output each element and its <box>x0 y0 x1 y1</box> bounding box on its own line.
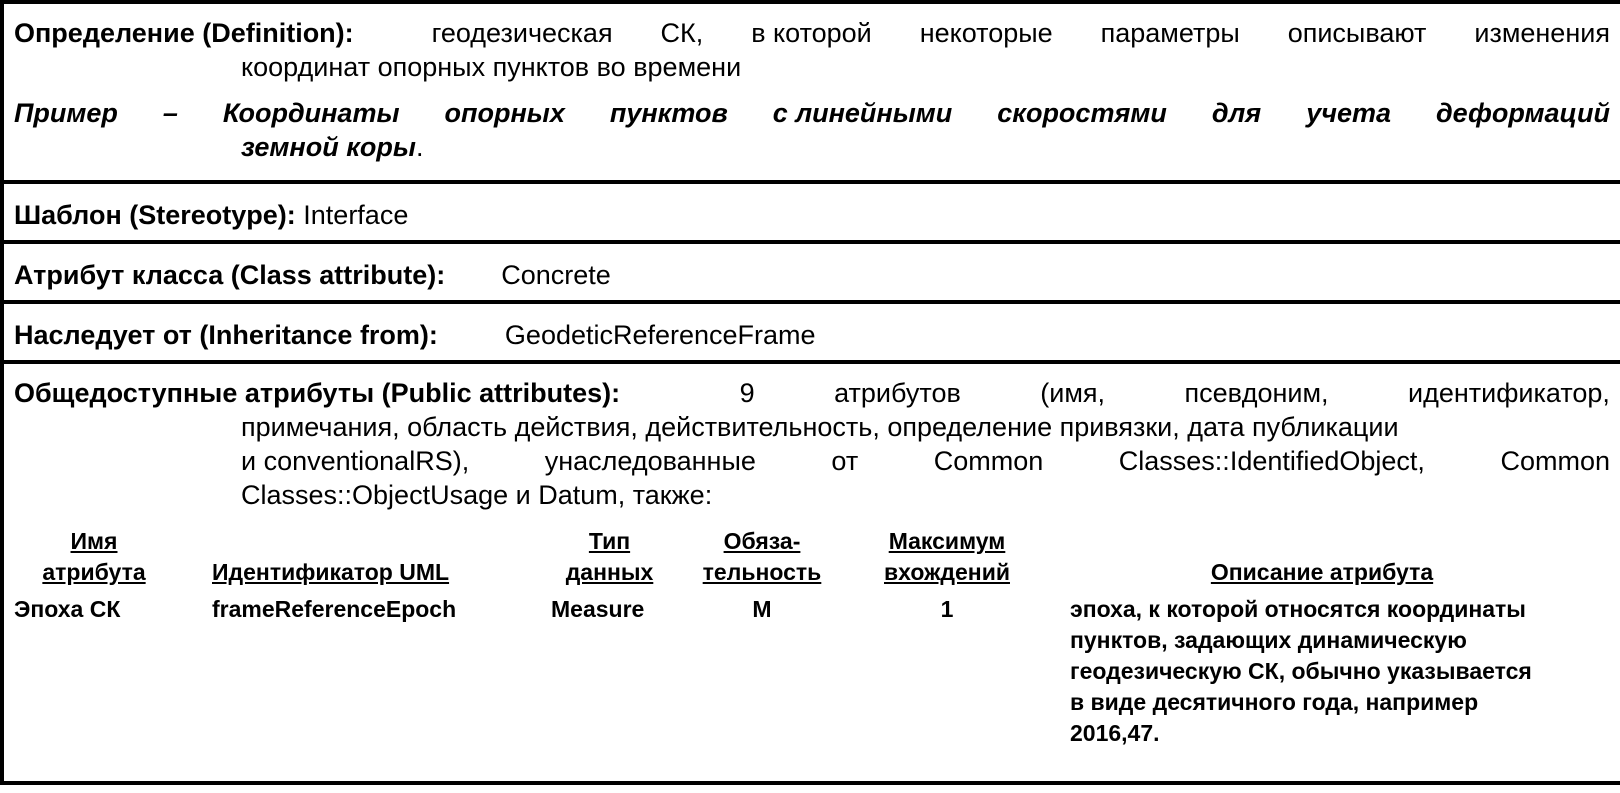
example-word: Пример <box>14 98 118 128</box>
public-attributes-word: унаследованные <box>544 446 756 476</box>
definition-word: параметры <box>1100 18 1240 48</box>
stereotype-label: Шаблон (Stereotype): <box>14 200 296 230</box>
public-attributes-line-3 <box>14 444 1610 478</box>
public-attributes-line-4: Classes::ObjectUsage и Datum, также: <box>241 480 713 510</box>
cell-obligation: M <box>752 596 772 622</box>
table-row <box>14 588 1602 749</box>
class-attribute-label: Атрибут класса (Class attribute): <box>14 260 446 290</box>
header-type-line-2: данных <box>565 559 654 585</box>
definition-line-1 <box>14 16 1610 50</box>
example-word: скоростями <box>997 98 1167 128</box>
class-attribute-value: Concrete <box>501 260 611 290</box>
inheritance-value: GeodeticReferenceFrame <box>504 320 816 350</box>
public-attributes-word: Common <box>1500 446 1610 476</box>
example-word: – <box>162 98 178 128</box>
desc-line: 2016,47. <box>1070 720 1160 746</box>
example-word: опорных <box>444 98 565 128</box>
public-attributes-word: и conventionalRS), <box>241 446 470 476</box>
definition-word: СК, <box>660 18 704 48</box>
example-word: с линейными <box>772 98 953 128</box>
header-max <box>852 526 1042 588</box>
example-line-2-end: . <box>415 132 424 162</box>
example-line-1 <box>14 96 1610 130</box>
example-word: учета <box>1306 98 1391 128</box>
definition-word: описывают <box>1287 18 1427 48</box>
header-max-line-1: Максимум <box>888 528 1006 554</box>
example-line-2 <box>14 130 1610 164</box>
attributes-table <box>14 526 1602 749</box>
public-attributes-line-2: примечания, область действия, действительность, определение привязки, дата публикации <box>241 412 1399 442</box>
header-name-line-1: Имя <box>70 528 118 554</box>
definition-word: в которой <box>751 18 872 48</box>
example-word: Координаты <box>222 98 400 128</box>
public-attributes-word: (имя, <box>1040 378 1106 408</box>
desc-line: пунктов, задающих динамическую <box>1070 627 1467 653</box>
cell-desc <box>1042 588 1602 749</box>
header-obligation-line-1: Обяза- <box>723 528 801 554</box>
class-attribute-row <box>4 244 1620 304</box>
header-name-line-2: атрибута <box>42 559 146 585</box>
header-uml: Идентификатор UML <box>212 559 450 585</box>
definition-line-2: координат опорных пунктов во времени <box>241 52 742 82</box>
public-attributes-word: 9 <box>739 378 755 408</box>
inheritance-label: Наследует от (Inheritance from): <box>14 320 438 350</box>
attributes-table-header <box>14 526 1602 588</box>
header-type-line-1: Тип <box>588 528 631 554</box>
definition-word: некоторые <box>919 18 1053 48</box>
definition-word: изменения <box>1474 18 1610 48</box>
header-obligation <box>672 526 852 588</box>
desc-line: геодезическую СК, обычно указывается <box>1070 658 1532 684</box>
example-line-2-text: земной коры <box>241 132 416 162</box>
cell-name: Эпоха СК <box>14 596 121 622</box>
header-obligation-line-2: тельность <box>702 559 822 585</box>
example-word: для <box>1211 98 1262 128</box>
cell-uml: frameReferenceEpoch <box>212 596 457 622</box>
example-word: деформаций <box>1435 98 1610 128</box>
header-desc: Описание атрибута <box>1210 559 1434 585</box>
public-attributes-word: атрибутов <box>834 378 961 408</box>
stereotype-row <box>4 184 1620 244</box>
public-attributes-word: идентификатор, <box>1408 378 1610 408</box>
public-attributes-word: Common <box>933 446 1044 476</box>
definition-label: Определение (Definition): <box>14 18 354 48</box>
desc-line: в виде десятичного года, например <box>1070 689 1479 715</box>
desc-line: эпоха, к которой относятся координаты <box>1070 596 1526 622</box>
header-type <box>547 526 672 588</box>
public-attributes-line-1 <box>14 376 1610 410</box>
cell-type: Measure <box>551 596 645 622</box>
header-name <box>14 526 174 588</box>
public-attributes-word: псевдоним, <box>1184 378 1329 408</box>
public-attributes-label: Общедоступные атрибуты (Public attributes): <box>14 378 621 408</box>
public-attributes-word: от <box>831 446 859 476</box>
header-max-line-2: вхождений <box>884 559 1010 585</box>
stereotype-value: Interface <box>295 200 409 230</box>
definition-word: геодезическая <box>431 18 613 48</box>
example-word: пунктов <box>609 98 728 128</box>
inheritance-row <box>4 304 1620 364</box>
definition-row <box>4 4 1620 184</box>
public-attributes-row <box>4 364 1620 785</box>
cell-max: 1 <box>940 596 954 622</box>
public-attributes-word: Classes::IdentifiedObject, <box>1118 446 1425 476</box>
